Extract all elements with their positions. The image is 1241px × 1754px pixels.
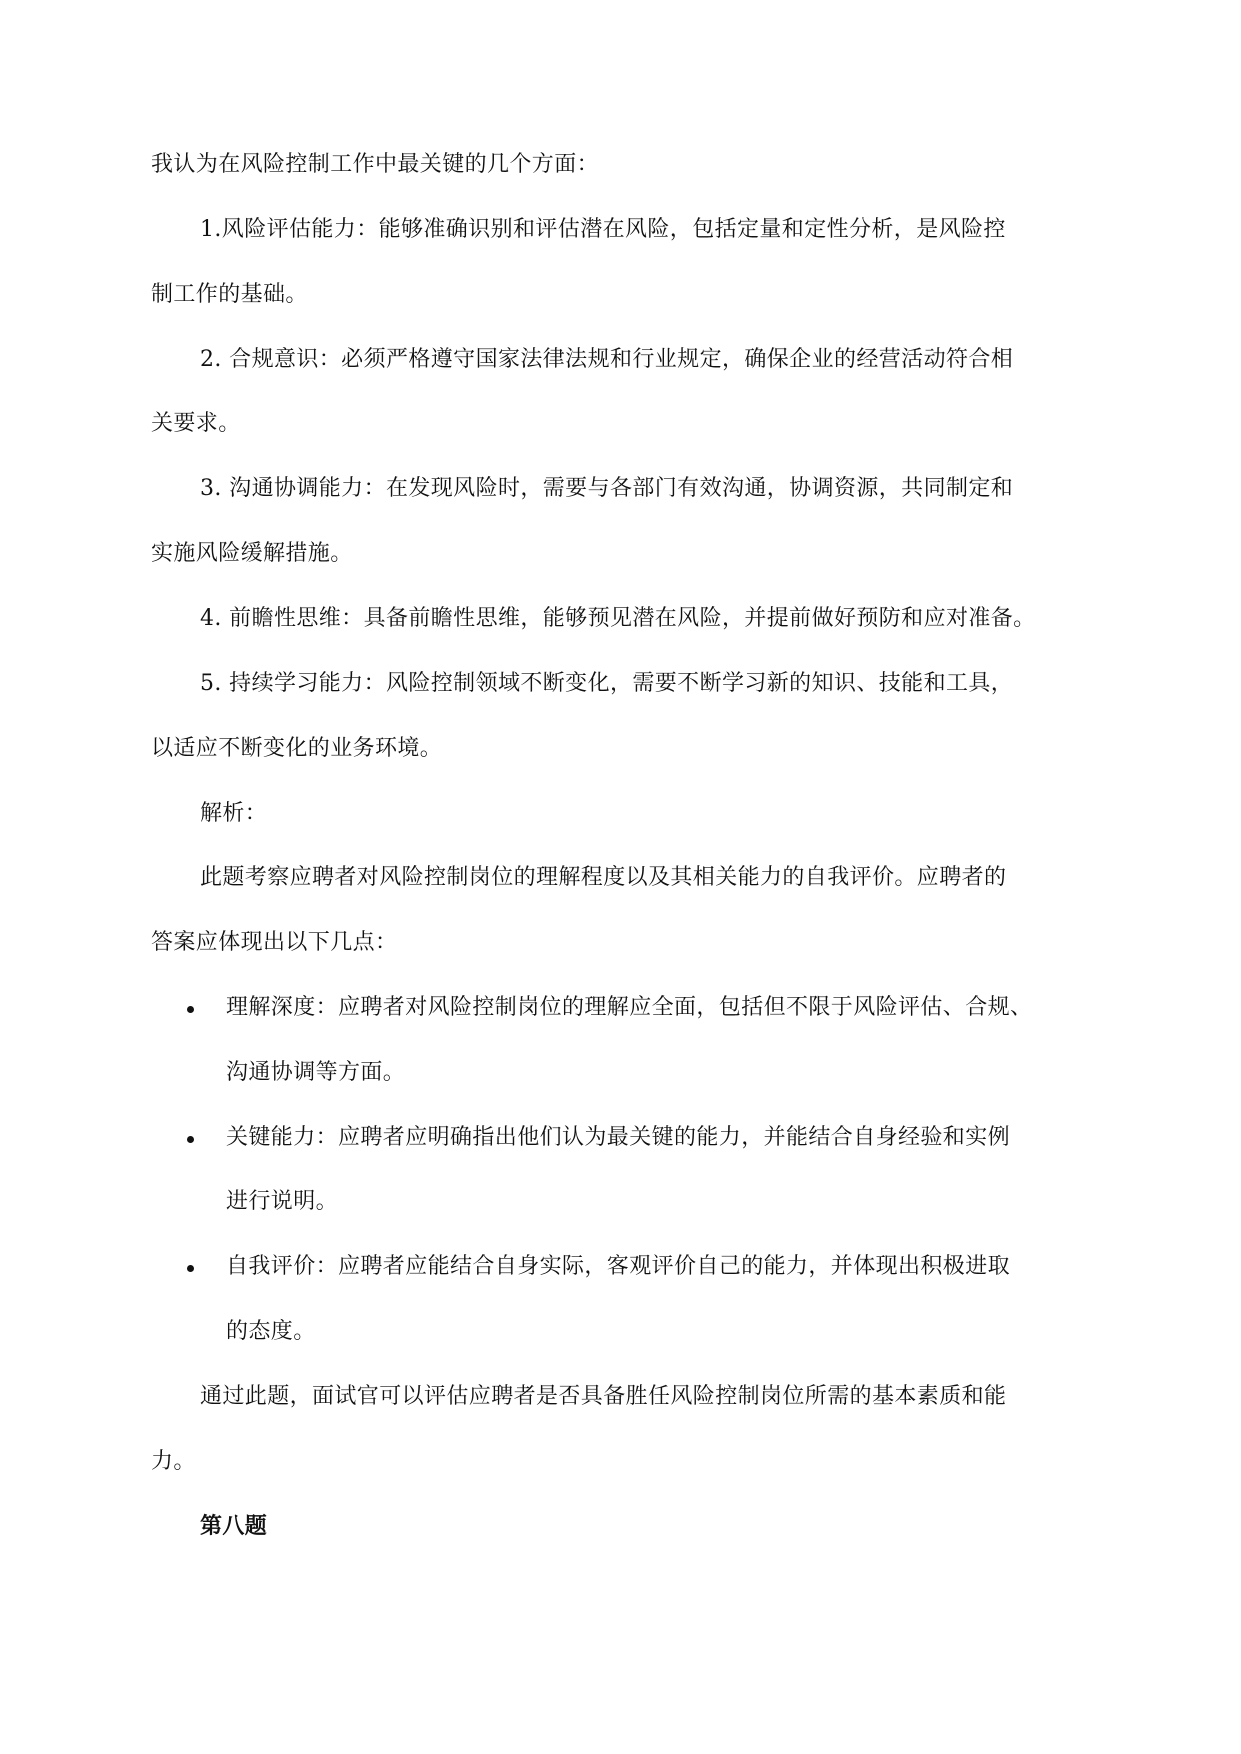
analysis-line-2: 答案应体现出以下几点： [151,930,398,955]
section-heading: 第八题 [200,1514,268,1539]
bullet-dot-3 [187,1265,194,1272]
bullet-2-line-2: 进行说明。 [226,1189,339,1214]
item-5-line-2: 以适应不断变化的业务环境。 [151,736,443,761]
bullet-1-line-2: 沟通协调等方面。 [226,1060,406,1085]
bullet-2-line-1: 关键能力：应聘者应明确指出他们认为最关键的能力，并能结合自身经验和实例 [226,1125,1011,1150]
bullet-3-line-1: 自我评价：应聘者应能结合自身实际，客观评价自己的能力，并体现出积极进取 [226,1254,1011,1279]
item-5-line-1: 5. 持续学习能力：风险控制领域不断变化，需要不断学习新的知识、技能和工具， [200,671,1014,696]
conclusion-line-2: 力。 [151,1449,196,1474]
analysis-line-1: 此题考察应聘者对风险控制岗位的理解程度以及其相关能力的自我评价。应聘者的 [200,865,1007,890]
bullet-3-line-2: 的态度。 [226,1319,316,1344]
item-2-line-1: 2. 合规意识：必须严格遵守国家法律法规和行业规定，确保企业的经营活动符合相 [200,347,1014,372]
item-2-line-2: 关要求。 [151,411,241,436]
intro-paragraph: 我认为在风险控制工作中最关键的几个方面： [151,152,600,177]
bullet-dot-2 [187,1136,194,1143]
analysis-label: 解析： [200,801,268,826]
bullet-1-line-1: 理解深度：应聘者对风险控制岗位的理解应全面，包括但不限于风险评估、合规、 [226,995,1033,1020]
item-3-line-2: 实施风险缓解措施。 [151,541,353,566]
item-1-line-2: 制工作的基础。 [151,282,308,307]
item-1-line-1: 1.风险评估能力：能够准确识别和评估潜在风险，包括定量和定性分析，是风险控 [200,217,1006,242]
item-4-line-1: 4. 前瞻性思维：具备前瞻性思维，能够预见潜在风险，并提前做好预防和应对准备。 [200,606,1036,631]
conclusion-line-1: 通过此题，面试官可以评估应聘者是否具备胜任风险控制岗位所需的基本素质和能 [200,1384,1007,1409]
item-3-line-1: 3. 沟通协调能力：在发现风险时，需要与各部门有效沟通，协调资源，共同制定和 [200,476,1014,501]
bullet-dot-1 [187,1006,194,1013]
